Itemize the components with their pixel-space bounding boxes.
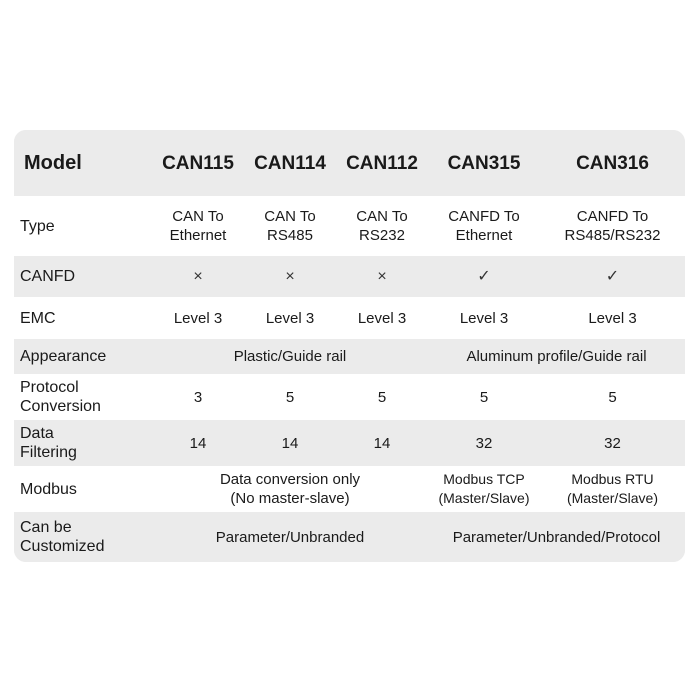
type-can315: CANFD To Ethernet [428,196,540,256]
canfd-can115: × [152,256,244,297]
emc-can316: Level 3 [540,297,685,339]
filtering-can114: 14 [244,420,336,466]
model-can315: CAN315 [428,130,540,196]
protocol-can112: 5 [336,374,428,420]
filtering-can316: 32 [540,420,685,466]
canfd-can114: × [244,256,336,297]
filtering-can112: 14 [336,420,428,466]
protocol-can114: 5 [244,374,336,420]
row-label-filtering: Data Filtering [14,420,152,466]
row-label-appearance: Appearance [14,339,152,374]
row-label-protocol: Protocol Conversion [14,374,152,420]
row-label-type: Type [14,196,152,256]
protocol-can115: 3 [152,374,244,420]
row-label-custom: Can be Customized [14,512,152,562]
row-label-modbus: Modbus [14,466,152,512]
custom-group-a: Parameter/Unbranded [152,512,428,562]
modbus-can316: Modbus RTU (Master/Slave) [540,466,685,512]
model-can316: CAN316 [540,130,685,196]
canfd-can316: ✓ [540,256,685,297]
type-can112: CAN To RS232 [336,196,428,256]
filtering-can115: 14 [152,420,244,466]
canfd-can112: × [336,256,428,297]
row-label-canfd: CANFD [14,256,152,297]
type-can316: CANFD To RS485/RS232 [540,196,685,256]
model-can112: CAN112 [336,130,428,196]
custom-group-b: Parameter/Unbranded/Protocol [428,512,685,562]
protocol-can316: 5 [540,374,685,420]
protocol-can315: 5 [428,374,540,420]
row-label-emc: EMC [14,297,152,339]
modbus-conversion-group: Data conversion only (No master-slave) [152,466,428,512]
canfd-can315: ✓ [428,256,540,297]
type-can115: CAN To Ethernet [152,196,244,256]
comparison-table [14,130,685,562]
model-can114: CAN114 [244,130,336,196]
modbus-can315: Modbus TCP (Master/Slave) [428,466,540,512]
model-can115: CAN115 [152,130,244,196]
appearance-plastic-group: Plastic/Guide rail [152,339,428,374]
emc-can112: Level 3 [336,297,428,339]
emc-can114: Level 3 [244,297,336,339]
emc-can315: Level 3 [428,297,540,339]
header-label: Model [14,130,152,196]
filtering-can315: 32 [428,420,540,466]
appearance-aluminum-group: Aluminum profile/Guide rail [428,339,685,374]
emc-can115: Level 3 [152,297,244,339]
type-can114: CAN To RS485 [244,196,336,256]
